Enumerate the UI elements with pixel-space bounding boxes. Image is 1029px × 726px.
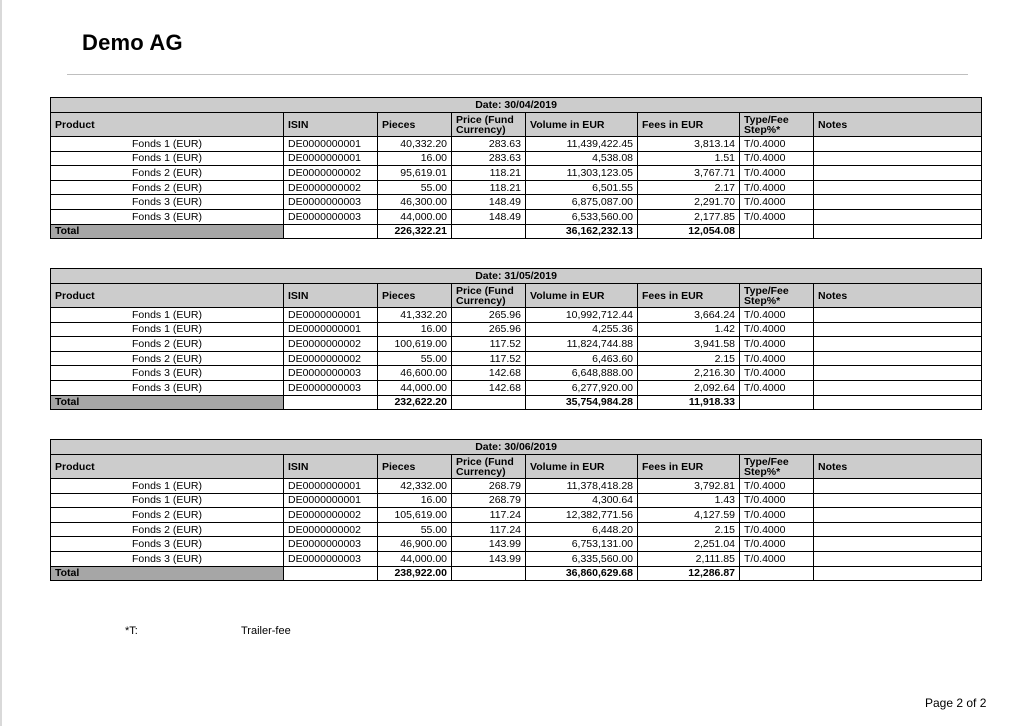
column-header-price-line1: Price (Fund — [456, 284, 514, 297]
cell-notes — [814, 380, 982, 395]
cell-type-fee: T/0.4000 — [740, 493, 814, 508]
cell-type-fee: T/0.4000 — [740, 522, 814, 537]
column-header-price-line2: Currency) — [456, 465, 506, 478]
cell-price: 265.96 — [452, 308, 526, 323]
column-header-type-fee — [740, 113, 814, 137]
cell-price: 142.68 — [452, 380, 526, 395]
cell-type-fee: T/0.4000 — [740, 166, 814, 181]
table-row — [51, 351, 982, 366]
cell-product: Fonds 3 (EUR) — [51, 551, 284, 566]
total-volume: 35,754,984.28 — [526, 395, 638, 410]
cell-type-fee: T/0.4000 — [740, 508, 814, 523]
column-header-notes: Notes — [814, 455, 982, 479]
cell-pieces: 55.00 — [378, 351, 452, 366]
cell-type-fee: T/0.4000 — [740, 479, 814, 494]
date-row — [51, 440, 982, 455]
cell-fees: 1.42 — [638, 322, 740, 337]
total-fees: 12,054.08 — [638, 224, 740, 239]
cell-volume: 11,439,422.45 — [526, 137, 638, 152]
cell-price: 117.52 — [452, 351, 526, 366]
cell-volume: 6,448.20 — [526, 522, 638, 537]
cell-price: 265.96 — [452, 322, 526, 337]
cell-pieces: 16.00 — [378, 322, 452, 337]
header-row — [51, 455, 982, 479]
header-divider — [67, 74, 968, 75]
cell-volume: 11,824,744.88 — [526, 337, 638, 352]
cell-product: Fonds 3 (EUR) — [51, 537, 284, 552]
cell-product: Fonds 3 (EUR) — [51, 195, 284, 210]
column-header-price — [452, 284, 526, 308]
table-row — [51, 337, 982, 352]
cell-notes — [814, 522, 982, 537]
cell-product: Fonds 2 (EUR) — [51, 351, 284, 366]
total-pieces: 226,322.21 — [378, 224, 452, 239]
table-row — [51, 508, 982, 523]
cell-notes — [814, 322, 982, 337]
cell-fees: 2.15 — [638, 351, 740, 366]
cell-price: 142.68 — [452, 366, 526, 381]
cell-product: Fonds 1 (EUR) — [51, 137, 284, 152]
column-header-pieces: Pieces — [378, 284, 452, 308]
cell-fees: 1.51 — [638, 151, 740, 166]
cell-price: 143.99 — [452, 551, 526, 566]
cell-fees: 1.43 — [638, 493, 740, 508]
cell-isin: DE0000000003 — [284, 209, 378, 224]
column-header-product: Product — [51, 455, 284, 479]
cell-fees: 3,813.14 — [638, 137, 740, 152]
cell-notes — [814, 337, 982, 352]
column-header-notes: Notes — [814, 113, 982, 137]
cell-isin: DE0000000001 — [284, 493, 378, 508]
cell-type-fee: T/0.4000 — [740, 380, 814, 395]
cell-product: Fonds 2 (EUR) — [51, 180, 284, 195]
cell-type-fee: T/0.4000 — [740, 308, 814, 323]
cell-volume: 4,300.64 — [526, 493, 638, 508]
total-volume: 36,162,232.13 — [526, 224, 638, 239]
cell-type-fee: T/0.4000 — [740, 151, 814, 166]
column-header-type-fee — [740, 284, 814, 308]
cell-pieces: 46,600.00 — [378, 366, 452, 381]
cell-pieces: 105,619.00 — [378, 508, 452, 523]
column-header-type-line1: Type/Fee — [744, 455, 789, 468]
cell-notes — [814, 137, 982, 152]
column-header-isin: ISIN — [284, 284, 378, 308]
cell-price: 268.79 — [452, 493, 526, 508]
cell-isin: DE0000000003 — [284, 537, 378, 552]
cell-isin: DE0000000002 — [284, 180, 378, 195]
cell-fees: 2.17 — [638, 180, 740, 195]
cell-isin: DE0000000003 — [284, 551, 378, 566]
page-edge — [0, 0, 2, 726]
cell-type-fee: T/0.4000 — [740, 537, 814, 552]
cell-volume: 11,303,123.05 — [526, 166, 638, 181]
cell-volume: 6,501.55 — [526, 180, 638, 195]
total-isin-empty — [284, 224, 378, 239]
cell-product: Fonds 3 (EUR) — [51, 366, 284, 381]
column-header-volume: Volume in EUR — [526, 455, 638, 479]
cell-isin: DE0000000003 — [284, 366, 378, 381]
cell-price: 148.49 — [452, 209, 526, 224]
cell-type-fee: T/0.4000 — [740, 195, 814, 210]
cell-pieces: 16.00 — [378, 493, 452, 508]
company-title: Demo AG — [82, 30, 183, 55]
cell-pieces: 95,619.01 — [378, 166, 452, 181]
cell-volume: 6,753,131.00 — [526, 537, 638, 552]
report-table — [50, 268, 982, 410]
cell-price: 148.49 — [452, 195, 526, 210]
column-header-type-fee — [740, 455, 814, 479]
table-row — [51, 537, 982, 552]
cell-product: Fonds 3 (EUR) — [51, 209, 284, 224]
cell-pieces: 41,332.20 — [378, 308, 452, 323]
cell-isin: DE0000000001 — [284, 308, 378, 323]
cell-notes — [814, 166, 982, 181]
column-header-price-line1: Price (Fund — [456, 113, 514, 126]
cell-isin: DE0000000003 — [284, 195, 378, 210]
cell-isin: DE0000000001 — [284, 322, 378, 337]
cell-fees: 2,216.30 — [638, 366, 740, 381]
cell-price: 117.24 — [452, 508, 526, 523]
cell-fees: 4,127.59 — [638, 508, 740, 523]
cell-notes — [814, 151, 982, 166]
cell-isin: DE0000000002 — [284, 508, 378, 523]
cell-isin: DE0000000001 — [284, 151, 378, 166]
column-header-volume: Volume in EUR — [526, 284, 638, 308]
table-row — [51, 366, 982, 381]
header-row — [51, 113, 982, 137]
column-header-isin: ISIN — [284, 113, 378, 137]
cell-notes — [814, 308, 982, 323]
column-header-price-line1: Price (Fund — [456, 455, 514, 468]
cell-fees: 2.15 — [638, 522, 740, 537]
cell-isin: DE0000000001 — [284, 479, 378, 494]
cell-type-fee: T/0.4000 — [740, 137, 814, 152]
column-header-type-line2: Step%* — [744, 294, 781, 307]
cell-type-fee: T/0.4000 — [740, 322, 814, 337]
cell-isin: DE0000000002 — [284, 166, 378, 181]
total-fees: 12,286.87 — [638, 566, 740, 581]
cell-notes — [814, 493, 982, 508]
table-row — [51, 322, 982, 337]
total-isin-empty — [284, 395, 378, 410]
cell-volume: 6,277,920.00 — [526, 380, 638, 395]
cell-price: 117.24 — [452, 522, 526, 537]
table-row — [51, 195, 982, 210]
column-header-price — [452, 113, 526, 137]
cell-notes — [814, 508, 982, 523]
cell-product: Fonds 2 (EUR) — [51, 337, 284, 352]
column-header-price — [452, 455, 526, 479]
total-notes-empty — [814, 566, 982, 581]
cell-notes — [814, 351, 982, 366]
column-header-fees: Fees in EUR — [638, 455, 740, 479]
table-row — [51, 479, 982, 494]
header-row — [51, 284, 982, 308]
cell-product: Fonds 1 (EUR) — [51, 322, 284, 337]
cell-product: Fonds 2 (EUR) — [51, 166, 284, 181]
column-header-isin: ISIN — [284, 455, 378, 479]
table-row — [51, 151, 982, 166]
cell-pieces: 100,619.00 — [378, 337, 452, 352]
total-type-empty — [740, 224, 814, 239]
cell-notes — [814, 479, 982, 494]
table-row — [51, 137, 982, 152]
cell-pieces: 44,000.00 — [378, 209, 452, 224]
footnote-value: Trailer-fee — [241, 625, 291, 637]
cell-volume: 4,255.36 — [526, 322, 638, 337]
table-row — [51, 209, 982, 224]
cell-price: 283.63 — [452, 151, 526, 166]
cell-fees: 3,792.81 — [638, 479, 740, 494]
total-row — [51, 395, 982, 410]
column-header-fees: Fees in EUR — [638, 284, 740, 308]
cell-fees: 2,177.85 — [638, 209, 740, 224]
cell-product: Fonds 3 (EUR) — [51, 380, 284, 395]
cell-notes — [814, 366, 982, 381]
column-header-type-line2: Step%* — [744, 465, 781, 478]
column-header-price-line2: Currency) — [456, 123, 506, 136]
column-header-pieces: Pieces — [378, 113, 452, 137]
report-table — [50, 97, 982, 239]
cell-isin: DE0000000002 — [284, 337, 378, 352]
cell-product: Fonds 2 (EUR) — [51, 508, 284, 523]
cell-notes — [814, 209, 982, 224]
cell-pieces: 46,900.00 — [378, 537, 452, 552]
cell-price: 283.63 — [452, 137, 526, 152]
total-notes-empty — [814, 224, 982, 239]
cell-fees: 3,767.71 — [638, 166, 740, 181]
total-volume: 36,860,629.68 — [526, 566, 638, 581]
column-header-product: Product — [51, 113, 284, 137]
total-price-empty — [452, 395, 526, 410]
report-table — [50, 439, 982, 581]
cell-pieces: 44,000.00 — [378, 551, 452, 566]
total-notes-empty — [814, 395, 982, 410]
cell-notes — [814, 180, 982, 195]
cell-product: Fonds 1 (EUR) — [51, 493, 284, 508]
cell-pieces: 55.00 — [378, 180, 452, 195]
cell-volume: 12,382,771.56 — [526, 508, 638, 523]
cell-pieces: 44,000.00 — [378, 380, 452, 395]
table-date: Date: 31/05/2019 — [51, 269, 982, 284]
cell-volume: 6,463.60 — [526, 351, 638, 366]
page-number: Page 2 of 2 — [925, 696, 987, 710]
cell-isin: DE0000000002 — [284, 522, 378, 537]
total-pieces: 232,622.20 — [378, 395, 452, 410]
cell-price: 117.52 — [452, 337, 526, 352]
total-label: Total — [51, 224, 284, 239]
cell-fees: 2,092.64 — [638, 380, 740, 395]
column-header-type-line1: Type/Fee — [744, 284, 789, 297]
column-header-type-line2: Step%* — [744, 123, 781, 136]
total-fees: 11,918.33 — [638, 395, 740, 410]
date-row — [51, 269, 982, 284]
total-label: Total — [51, 566, 284, 581]
total-label: Total — [51, 395, 284, 410]
column-header-type-line1: Type/Fee — [744, 113, 789, 126]
cell-fees: 2,111.85 — [638, 551, 740, 566]
cell-pieces: 40,332.20 — [378, 137, 452, 152]
table-row — [51, 551, 982, 566]
cell-volume: 6,335,560.00 — [526, 551, 638, 566]
total-type-empty — [740, 566, 814, 581]
total-price-empty — [452, 566, 526, 581]
cell-volume: 11,378,418.28 — [526, 479, 638, 494]
cell-pieces: 55.00 — [378, 522, 452, 537]
table-row — [51, 166, 982, 181]
table-date: Date: 30/06/2019 — [51, 440, 982, 455]
column-header-fees: Fees in EUR — [638, 113, 740, 137]
cell-fees: 2,251.04 — [638, 537, 740, 552]
column-header-notes: Notes — [814, 284, 982, 308]
cell-price: 118.21 — [452, 166, 526, 181]
total-row — [51, 224, 982, 239]
table-row — [51, 522, 982, 537]
cell-fees: 2,291.70 — [638, 195, 740, 210]
cell-volume: 6,875,087.00 — [526, 195, 638, 210]
footnote-key: *T: — [125, 625, 138, 637]
cell-type-fee: T/0.4000 — [740, 180, 814, 195]
column-header-pieces: Pieces — [378, 455, 452, 479]
column-header-product: Product — [51, 284, 284, 308]
cell-product: Fonds 1 (EUR) — [51, 151, 284, 166]
cell-price: 143.99 — [452, 537, 526, 552]
table-row — [51, 493, 982, 508]
cell-notes — [814, 195, 982, 210]
cell-isin: DE0000000002 — [284, 351, 378, 366]
cell-type-fee: T/0.4000 — [740, 551, 814, 566]
cell-price: 118.21 — [452, 180, 526, 195]
total-price-empty — [452, 224, 526, 239]
table-date: Date: 30/04/2019 — [51, 98, 982, 113]
cell-product: Fonds 1 (EUR) — [51, 479, 284, 494]
total-row — [51, 566, 982, 581]
table-row — [51, 180, 982, 195]
table-row — [51, 308, 982, 323]
cell-volume: 6,533,560.00 — [526, 209, 638, 224]
cell-type-fee: T/0.4000 — [740, 337, 814, 352]
cell-type-fee: T/0.4000 — [740, 366, 814, 381]
cell-volume: 6,648,888.00 — [526, 366, 638, 381]
cell-fees: 3,664.24 — [638, 308, 740, 323]
cell-price: 268.79 — [452, 479, 526, 494]
cell-pieces: 46,300.00 — [378, 195, 452, 210]
cell-volume: 4,538.08 — [526, 151, 638, 166]
total-isin-empty — [284, 566, 378, 581]
column-header-price-line2: Currency) — [456, 294, 506, 307]
cell-isin: DE0000000001 — [284, 137, 378, 152]
cell-fees: 3,941.58 — [638, 337, 740, 352]
cell-product: Fonds 2 (EUR) — [51, 522, 284, 537]
cell-product: Fonds 1 (EUR) — [51, 308, 284, 323]
cell-type-fee: T/0.4000 — [740, 209, 814, 224]
date-row — [51, 98, 982, 113]
total-type-empty — [740, 395, 814, 410]
table-row — [51, 380, 982, 395]
total-pieces: 238,922.00 — [378, 566, 452, 581]
cell-volume: 10,992,712.44 — [526, 308, 638, 323]
cell-notes — [814, 537, 982, 552]
cell-isin: DE0000000003 — [284, 380, 378, 395]
cell-pieces: 42,332.00 — [378, 479, 452, 494]
cell-notes — [814, 551, 982, 566]
cell-pieces: 16.00 — [378, 151, 452, 166]
column-header-volume: Volume in EUR — [526, 113, 638, 137]
cell-type-fee: T/0.4000 — [740, 351, 814, 366]
